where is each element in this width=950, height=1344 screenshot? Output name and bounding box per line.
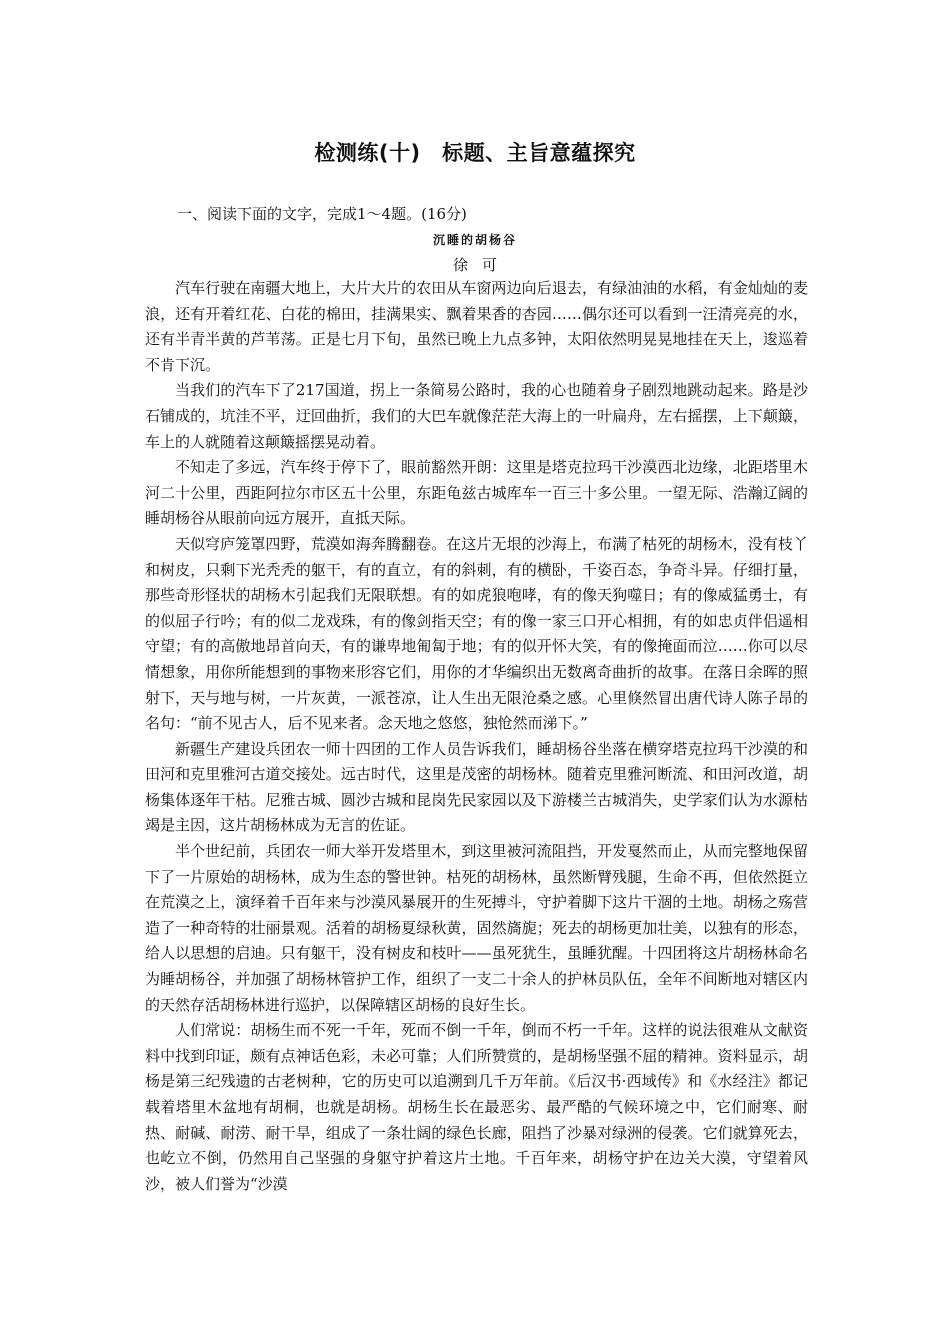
story-body: [145, 276, 808, 1197]
paragraph: 人们常说：胡杨生而不死一千年，死而不倒一千年，倒而不朽一千年。这样的说法很难从文献资料中找到印证，颇有点神话色彩，未必可靠；人们所赞赏的，是胡杨坚强不屈的精神。资料显示，胡杨是第三纪残遗的古老树种，它的历史可以追溯到几千万年前。《后汉书·西域传》和《水经注》都记载着塔里木盆地有胡桐，也就是胡杨。胡杨生长在最恶劣、最严酷的气候环境之中，它们耐寒、耐热、耐碱、耐涝、耐干旱，组成了一条壮阔的绿色长廊，阻挡了沙暴对绿洲的侵袭。它们就算死去，也屹立不倒，仍然用自己坚强的身躯守护着这片土地。千百年来，胡杨守护在边关大漠，守望着风沙，被人们誉为“沙漠: [145, 1021, 808, 1193]
paragraph: 半个世纪前，兵团农一师大举开发塔里木，到这里被河流阻挡，开发戛然而止，从而完整地保留下了一片原始的胡杨林，成为生态的警世钟。枯死的胡杨林，虽然断臂残腿，生命不再，但依然挺立在荒漠之上，演绎着千百年来与沙漠风暴展开的生死搏斗，守护着脚下这片干涸的土地。胡杨之殇营造了一种奇特的壮丽景观。活着的胡杨夏绿秋黄，固然旖旎；死去的胡杨更加壮美，以独有的形态，给人以思想的启迪。只有躯干，没有树皮和枝叶——虽死犹生，虽睡犹醒。十四团将这片胡杨林命名为睡胡杨谷，并加强了胡杨林管护工作，组织了一支二十余人的护林员队伍，全年不间断地对辖区内的天然存活胡杨林进行巡护，以保障辖区胡杨的良好生长。: [145, 842, 808, 1014]
story-title: 沉睡的胡杨谷: [432, 233, 517, 247]
paragraph: 汽车行驶在南疆大地上，大片大片的农田从车窗两边向后退去，有绿油油的水稻，有金灿灿的麦浪，还有开着红花、白花的棉田，挂满果实、飘着果香的杏园……偶尔还可以看到一汪清亮亮的水，还有半青半黄的芦苇荡。正是七月下旬，虽然已晚上九点多钟，太阳依然明晃晃地挂在天上，逡巡着不肯下沉。: [145, 279, 808, 374]
page-title: 检测练(十) 标题、主旨意蕴探究: [314, 141, 636, 165]
question-instruction: 一、阅读下面的文字，完成1～4题。(16分): [177, 205, 467, 223]
paragraph: 天似穹庐笼罩四野，荒漠如海奔腾翻卷。在这片无垠的沙海上，布满了枯死的胡杨木，没有枝丫和树皮，只剩下光秃秃的躯干，有的直立，有的斜刺，有的横卧，千姿百态，争奇斗异。仔细打量，那些奇形怪状的胡杨木引起我们无限联想。有的如虎狼咆哮，有的像天狗噬日；有的像威猛勇士，有的似屈子行吟；有的似二龙戏珠，有的像剑指天空；有的像一家三口开心相拥，有的如忠贞伴侣遥相守望；有的高傲地昂首向天，有的谦卑地匍匐于地；有的似开怀大笑，有的像掩面而泣……你可以尽情想象，用你所能想到的事物来形容它们，用你的才华编织出无数离奇曲折的故事。在落日余晖的照射下，天与地与树，一片灰黄，一派苍凉，让人生出无限沧桑之感。心里倏然冒出唐代诗人陈子昂的名句：“前不见古人，后不见来者。念天地之悠悠，独怆然而涕下。”: [145, 534, 808, 733]
paragraph: 当我们的汽车下了217国道，拐上一条简易公路时，我的心也随着身子剧烈地跳动起来。路是沙石铺成的，坑洼不平，迂回曲折，我们的大巴车就像茫茫大海上的一叶扁舟，左右摇摆，上下颠簸，车上的人就随着这颠簸摇摆晃动着。: [145, 381, 808, 451]
paragraph: 新疆生产建设兵团农一师十四团的工作人员告诉我们，睡胡杨谷坐落在横穿塔克拉玛干沙漠的和田河和克里雅河古道交接处。远古时代，这里是茂密的胡杨林。随着克里雅河断流、和田河改道，胡杨集体逐年干枯。尼雅古城、圆沙古城和昆岗先民家园以及下游楼兰古城消失，史学家们认为水源枯竭是主因，这片胡杨林成为无言的佐证。: [145, 739, 808, 835]
paragraph: 不知走了多远，汽车终于停下了，眼前豁然开朗：这里是塔克拉玛干沙漠西北边缘，北距塔里木河二十公里，西距阿拉尔市区五十公里，东距龟兹古城库车一百三十多公里。一望无际、浩瀚辽阔的睡胡杨谷从眼前向远方展开，直抵天际。: [145, 458, 808, 528]
story-author: 徐可: [452, 256, 511, 274]
